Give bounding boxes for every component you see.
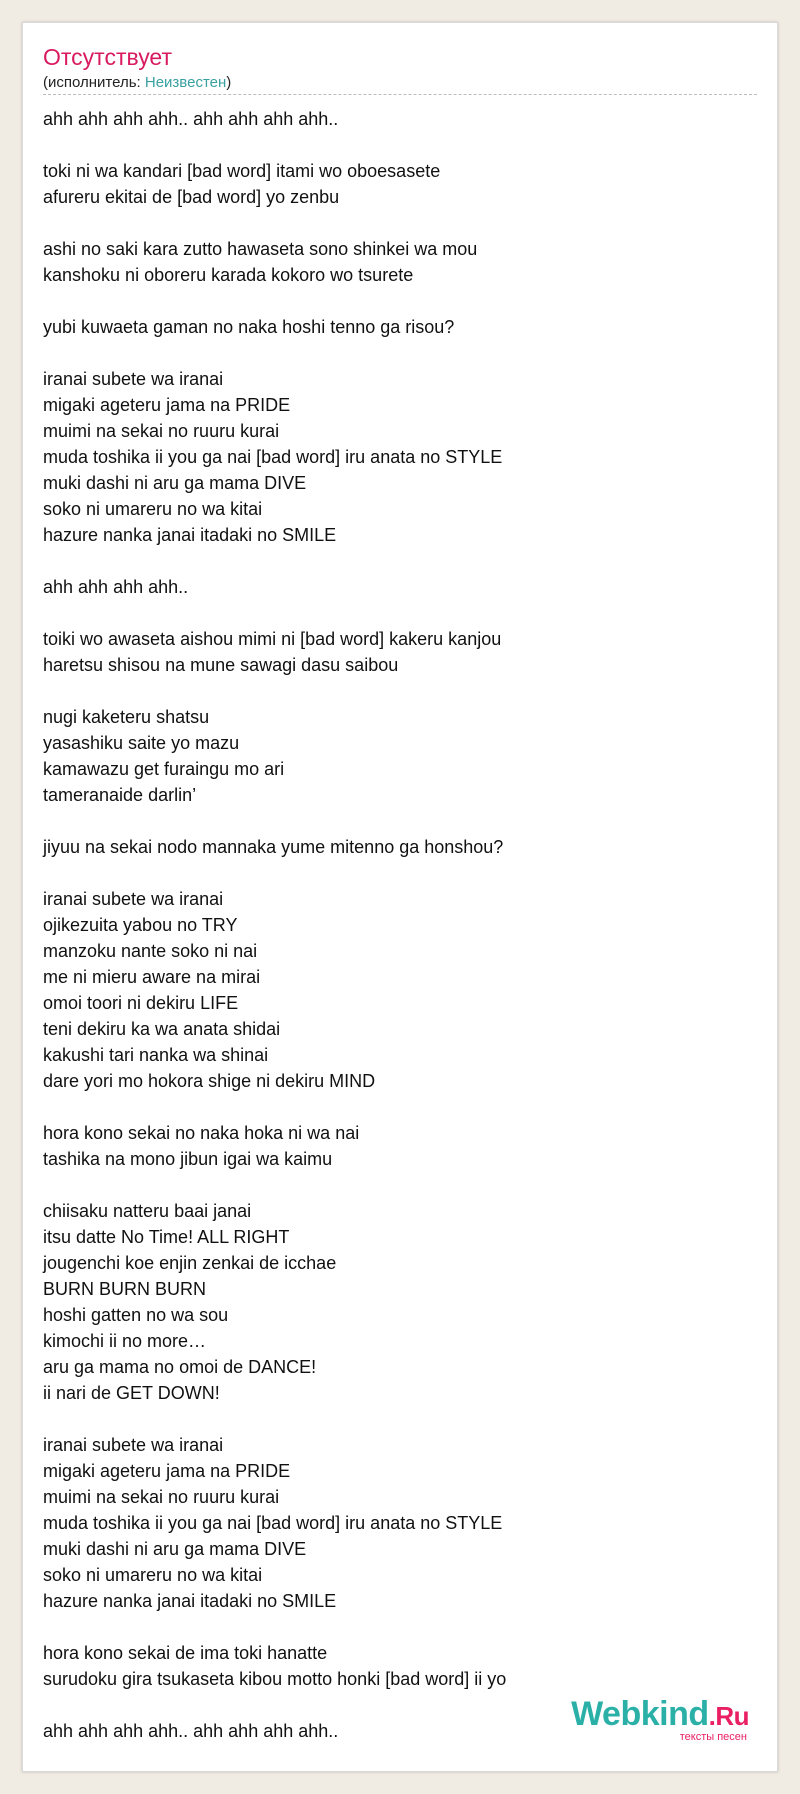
lyrics-stanza bbox=[43, 1198, 743, 1406]
lyric-line: muki dashi ni aru ga mama DIVE bbox=[43, 473, 307, 493]
lyric-line: tameranaide darlin’ bbox=[43, 785, 197, 805]
lyric-line: teni dekiru ka wa anata shidai bbox=[43, 1019, 281, 1039]
logo-wordmark bbox=[571, 1697, 749, 1733]
lyric-line: chiisaku natteru baai janai bbox=[43, 1201, 252, 1221]
lyric-line: dare yori mo hokora shige ni dekiru MIND bbox=[43, 1071, 376, 1091]
lyric-line: iranai subete wa iranai bbox=[43, 889, 224, 909]
lyric-line: muimi na sekai no ruuru kurai bbox=[43, 421, 280, 441]
lyric-line: surudoku gira tsukaseta kibou motto honki [bad word] ii yo bbox=[43, 1669, 507, 1689]
lyric-line: soko ni umareru no wa kitai bbox=[43, 499, 263, 519]
lyric-line: hazure nanka janai itadaki no SMILE bbox=[43, 1591, 337, 1611]
lyric-line: muda toshika ii you ga nai [bad word] iru anata no STYLE bbox=[43, 1513, 503, 1533]
title-divider bbox=[43, 94, 757, 95]
lyric-line: aru ga mama no omoi de DANCE! bbox=[43, 1357, 317, 1377]
lyric-line: soko ni umareru no wa kitai bbox=[43, 1565, 263, 1585]
logo-name: Webkind bbox=[571, 1695, 709, 1733]
lyrics-stanza bbox=[43, 1432, 743, 1614]
lyric-line: migaki ageteru jama na PRIDE bbox=[43, 395, 291, 415]
logo-tagline: тексты песен bbox=[679, 1731, 747, 1743]
lyrics-stanza bbox=[43, 886, 743, 1094]
song-title: Отсутствует bbox=[43, 44, 172, 70]
lyric-line: manzoku nante soko ni nai bbox=[43, 941, 258, 961]
lyric-line: jougenchi koe enjin zenkai de icchae bbox=[43, 1253, 337, 1273]
artist-link[interactable]: Неизвестен bbox=[144, 74, 227, 91]
lyric-line: toki ni wa kandari [bad word] itami wo oboesasete bbox=[43, 161, 441, 181]
site-logo[interactable] bbox=[571, 1697, 749, 1743]
lyric-line: hoshi gatten no wa sou bbox=[43, 1305, 229, 1325]
lyrics-stanza bbox=[43, 314, 743, 340]
lyric-line: ashi no saki kara zutto hawaseta sono shinkei wa mou bbox=[43, 239, 478, 259]
lyrics-stanza bbox=[43, 236, 743, 288]
lyric-line: toiki wo awaseta aishou mimi ni [bad word] kakeru kanjou bbox=[43, 629, 502, 649]
lyric-line: kanshoku ni oboreru karada kokoro wo tsurete bbox=[43, 265, 414, 285]
lyrics-stanza bbox=[43, 704, 743, 808]
lyric-line: itsu datte No Time! ALL RIGHT bbox=[43, 1227, 290, 1247]
lyrics-stanza bbox=[43, 574, 743, 600]
lyric-line: haretsu shisou na mune sawagi dasu saibou bbox=[43, 655, 399, 675]
lyric-line: hora kono sekai de ima toki hanatte bbox=[43, 1643, 328, 1663]
lyric-line: ahh ahh ahh ahh.. ahh ahh ahh ahh.. bbox=[43, 1721, 339, 1741]
lyric-line: jiyuu na sekai nodo mannaka yume mitenno ga honshou? bbox=[43, 837, 504, 857]
lyric-line: yubi kuwaeta gaman no naka hoshi tenno ga risou? bbox=[43, 317, 455, 337]
lyrics-stanza bbox=[43, 158, 743, 210]
lyric-line: ahh ahh ahh ahh.. ahh ahh ahh ahh.. bbox=[43, 109, 339, 129]
artist-suffix: ) bbox=[226, 74, 232, 91]
lyric-line: me ni mieru aware na mirai bbox=[43, 967, 261, 987]
lyrics-card bbox=[22, 22, 778, 1772]
lyric-line: ahh ahh ahh ahh.. bbox=[43, 577, 189, 597]
lyrics-stanza bbox=[43, 626, 743, 678]
lyric-line: hora kono sekai no naka hoka ni wa nai bbox=[43, 1123, 360, 1143]
lyric-line: iranai subete wa iranai bbox=[43, 369, 224, 389]
lyric-line: migaki ageteru jama na PRIDE bbox=[43, 1461, 291, 1481]
lyric-line: nugi kaketeru shatsu bbox=[43, 707, 210, 727]
lyric-line: ojikezuita yabou no TRY bbox=[43, 915, 238, 935]
lyric-line: ii nari de GET DOWN! bbox=[43, 1383, 220, 1403]
lyric-line: muda toshika ii you ga nai [bad word] iru anata no STYLE bbox=[43, 447, 503, 467]
lyrics-stanza bbox=[43, 106, 743, 132]
lyrics-body bbox=[43, 106, 743, 1770]
lyric-line: kamawazu get furaingu mo ari bbox=[43, 759, 285, 779]
artist-prefix: (исполнитель: bbox=[43, 74, 145, 91]
artist-line bbox=[43, 74, 231, 92]
lyrics-stanza bbox=[43, 366, 743, 548]
lyric-line: muki dashi ni aru ga mama DIVE bbox=[43, 1539, 307, 1559]
lyric-line: iranai subete wa iranai bbox=[43, 1435, 224, 1455]
lyrics-stanza bbox=[43, 834, 743, 860]
lyric-line: kakushi tari nanka wa shinai bbox=[43, 1045, 269, 1065]
lyric-line: afureru ekitai de [bad word] yo zenbu bbox=[43, 187, 340, 207]
lyric-line: yasashiku saite yo mazu bbox=[43, 733, 240, 753]
logo-tld: .Ru bbox=[708, 1701, 749, 1731]
lyric-line: omoi toori ni dekiru LIFE bbox=[43, 993, 239, 1013]
lyric-line: BURN BURN BURN bbox=[43, 1279, 207, 1299]
lyric-line: muimi na sekai no ruuru kurai bbox=[43, 1487, 280, 1507]
lyrics-stanza bbox=[43, 1120, 743, 1172]
lyric-line: kimochi ii no more… bbox=[43, 1331, 207, 1351]
lyric-line: hazure nanka janai itadaki no SMILE bbox=[43, 525, 337, 545]
lyric-line: tashika na mono jibun igai wa kaimu bbox=[43, 1149, 333, 1169]
lyrics-stanza bbox=[43, 1640, 743, 1692]
